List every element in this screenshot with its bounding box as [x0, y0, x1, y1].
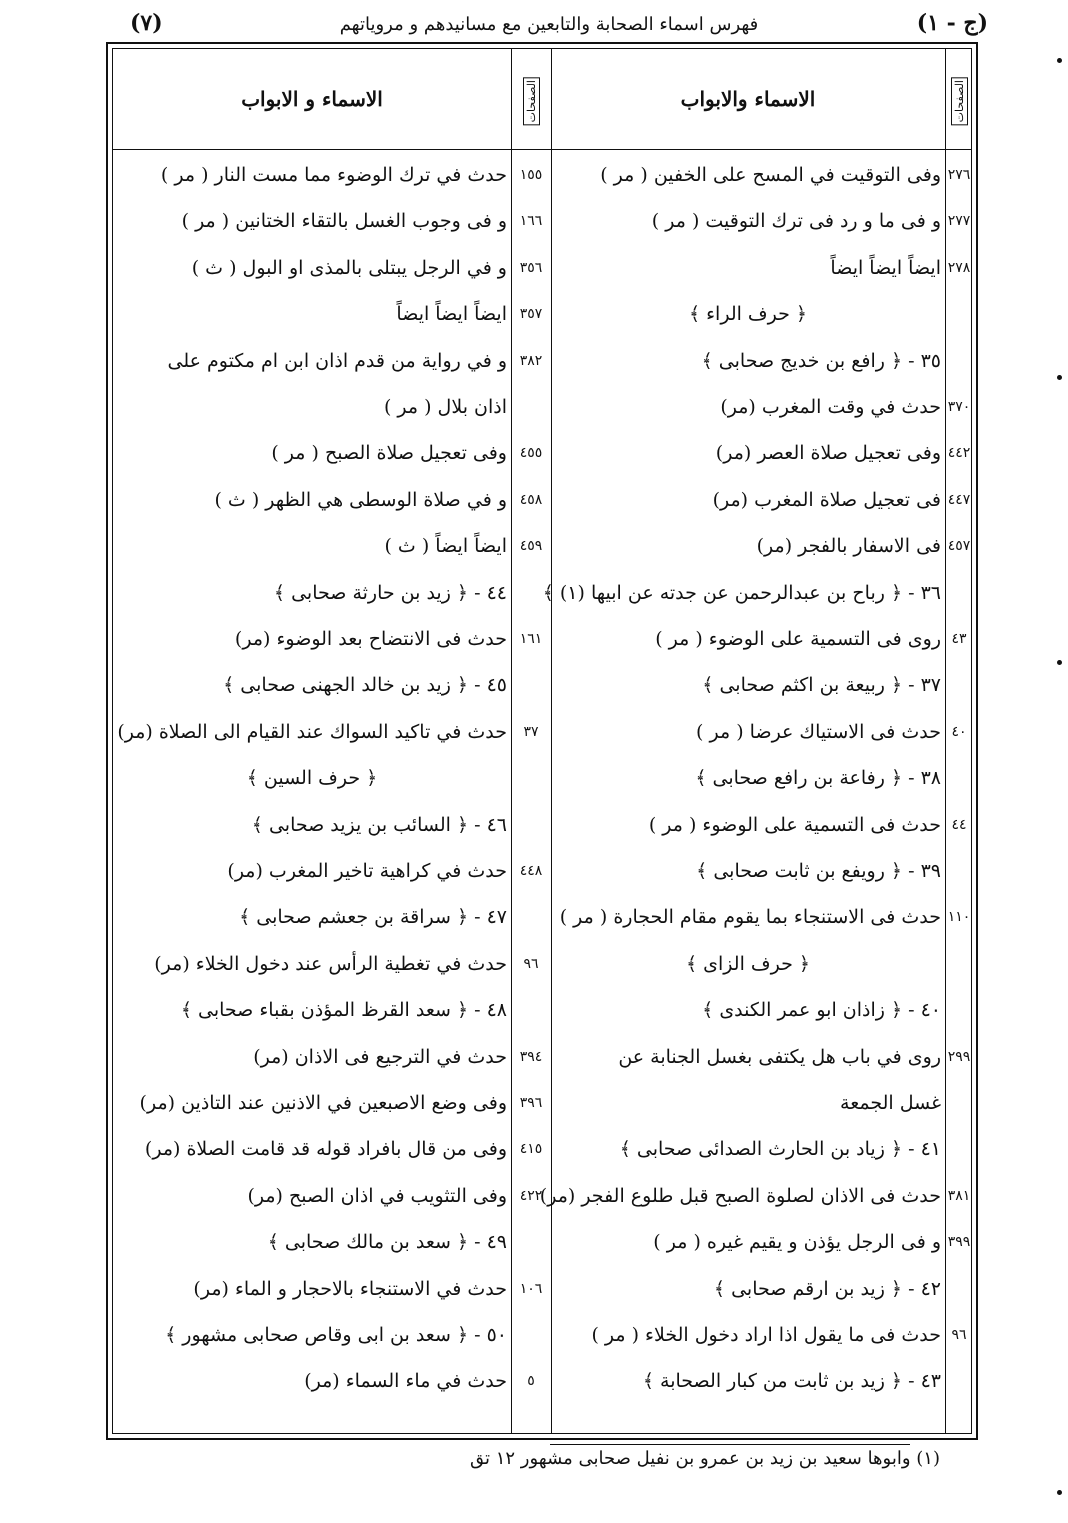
- page-ref-number: ٣٧: [523, 723, 539, 740]
- page-ref-number: ٣٨٢: [519, 352, 543, 369]
- page-number: (٧): [130, 10, 163, 36]
- left-table-row: [113, 1271, 973, 1307]
- page-ref-number: ٢٧٧: [947, 213, 971, 230]
- left-table-row: [113, 389, 973, 425]
- page-ref-number: ٤٤٧: [947, 491, 971, 508]
- entry-text: وفى التوقيت في المسح على الخفين ( مر ): [600, 164, 941, 186]
- entry-text: حدث فى ما يقول اذا اراد دخول الخلاء ( مر ): [591, 1324, 941, 1346]
- page-ref-number: ٥: [527, 1373, 535, 1390]
- entry-text: ٤٣ - ﴿ زيد بن ثابت من كبار الصحابة ﴾: [642, 1370, 941, 1393]
- page-ref-number: ٣٩٦: [519, 1095, 543, 1111]
- entry-text: ٤٠ - ﴿ زاذان ابو عمر الكندى ﴾: [702, 999, 941, 1022]
- left-table-row: [113, 1131, 973, 1167]
- entry-text: حدث فى الاذان لصلوة الصبح قبل طلوع الفجر (مر): [539, 1184, 941, 1207]
- entry-text: و في صلاة الوسطى هي الظهر ( ث ): [214, 488, 507, 511]
- left-num-heading: الصفحات: [518, 63, 544, 139]
- entry-text: حدث في تغطية الرأس عند دخول الخلاء (مر): [154, 952, 507, 975]
- left-column-heading: الاسماء و الابواب: [241, 87, 383, 111]
- entry-text: وفى وضع الاصبعين في الاذنين عند التاذين (مر): [139, 1092, 507, 1114]
- entry-text: ٣٥ - ﴿ رافع بن خديج صحابى ﴾: [701, 349, 941, 372]
- volume-label: (ج - ١): [916, 10, 988, 36]
- entry-text: فى الاسفار بالفجر (مر): [756, 535, 941, 558]
- entry-text: حدث في ماء السماء (مر): [304, 1370, 507, 1393]
- entry-text: ٤٥ - ﴿ زيد بن خالد الجهنى صحابى ﴾: [223, 674, 507, 697]
- footnote-rule: [550, 1444, 910, 1445]
- entry-text: ٥٠ - ﴿ سعد بن ابى وقاص صحابى مشهور ﴾: [165, 1324, 507, 1346]
- page-ref-number: ٢٩٩: [947, 1048, 971, 1065]
- scan-mark: [1057, 660, 1062, 665]
- entry-text: وفى من قال بافراد قوله قد قامت الصلاة (مر): [144, 1138, 507, 1161]
- table-inner-border: [112, 48, 972, 1434]
- entry-text: ٤٦ - ﴿ السائب بن يزيد صحابى ﴾: [251, 813, 507, 836]
- page-ref-number: ٤٤: [951, 816, 967, 833]
- entry-text: غسل الجمعة: [840, 1092, 941, 1114]
- entry-text: وفى تعجيل صلاة الصبح ( مر ): [271, 442, 507, 465]
- entry-text: ٤٨ - ﴿ سعد القرظ المؤذن بقباء صحابى ﴾: [180, 999, 507, 1022]
- page-ref-number: ٣٩٤: [519, 1048, 543, 1065]
- page-ref-number: ٤٥٨: [519, 491, 543, 508]
- entry-text: روى فى التسمية على الوضوء ( مر ): [655, 628, 941, 650]
- entry-text: ٣٦ - ﴿ رباح بن عبدالرحمن عن جدته عن ابيها (١) ﴾: [542, 581, 941, 604]
- left-table-row: [113, 575, 973, 611]
- entry-text: ايضاً ايضاً ايضاً: [396, 303, 507, 326]
- page-ref-number: ٩٦: [523, 955, 539, 972]
- scan-mark: [1057, 375, 1062, 380]
- page-ref-number: ٤٢٢: [519, 1187, 543, 1204]
- entry-text: حدث فى الاستياك عرضا ( مر ): [696, 720, 941, 743]
- left-table-row: [113, 528, 973, 564]
- left-table-row: [113, 1085, 973, 1121]
- left-table-row: [113, 667, 973, 703]
- page-ref-number: ١١٠: [947, 909, 971, 926]
- page-ref-number: ١٦١: [519, 631, 543, 647]
- left-table-row: [113, 435, 973, 471]
- page-ref-number: ٣٨١: [947, 1187, 971, 1204]
- right-column-heading: الاسماء والابواب: [680, 87, 816, 111]
- page-ref-number: ٤٣: [951, 631, 967, 647]
- left-table-row: [113, 1224, 973, 1260]
- entry-text: حدث في وقت المغرب (مر): [720, 396, 941, 418]
- left-table-row: [113, 853, 973, 889]
- header-rule: [113, 149, 971, 150]
- entry-text: حدث في تاكيد السواك عند القيام الى الصلاة (مر): [117, 720, 507, 743]
- left-table-row: [113, 899, 973, 935]
- entry-text: اذان بلال ( مر ): [383, 396, 507, 418]
- page-ref-number: ٢٧٨: [947, 259, 971, 276]
- section-heading: ﴿ حرف السين ﴾: [246, 767, 378, 790]
- entry-text: و في رواية من قدم اذان ابن ام مكتوم على: [167, 349, 507, 372]
- scan-mark: [1057, 58, 1062, 63]
- page-ref-number: ٤٥٩: [519, 538, 543, 555]
- entry-text: و في الرجل يبتلى بالمذى او البول ( ث ): [191, 256, 507, 279]
- entry-text: فى تعجيل صلاة المغرب (مر): [712, 488, 941, 511]
- entry-text: ٤٤ - ﴿ زيد بن حارثة صحابى ﴾: [273, 581, 507, 604]
- left-table-row: [113, 203, 973, 239]
- left-table-row: [113, 1039, 973, 1075]
- right-num-heading: الصفحات: [946, 63, 972, 139]
- left-table-row: [113, 250, 973, 286]
- index-table: [106, 42, 978, 1440]
- page-ref-number: ٤٤٢: [947, 445, 971, 462]
- page-ref-number: ١٥٥: [519, 167, 543, 183]
- left-table-row: [113, 1363, 973, 1399]
- entry-text: ٤٩ - ﴿ سعد بن مالك صحابى ﴾: [267, 1231, 507, 1254]
- left-table-row: [113, 807, 973, 843]
- entry-text: ٤٢ - ﴿ زيد بن ارقم صحابى ﴾: [713, 1277, 941, 1300]
- section-heading: ﴿ حرف الراء ﴾: [688, 303, 808, 326]
- entry-text: وفى التثويب في اذان الصبح (مر): [247, 1184, 507, 1207]
- page-ref-number: ٤٥٧: [947, 538, 971, 555]
- page-ref-number: ٢٧٦: [947, 167, 971, 183]
- entry-text: حدث فى التسمية على الوضوء ( مر ): [648, 813, 941, 836]
- page-ref-number: ٣٥٧: [519, 306, 543, 323]
- scan-mark: [1057, 1490, 1062, 1495]
- left-table-row: [113, 1178, 973, 1214]
- entry-text: روى في باب هل يكتفى بغسل الجنابة عن: [618, 1045, 941, 1068]
- page-header: [100, 8, 998, 40]
- left-table-row: [113, 296, 973, 332]
- entry-text: حدث في ترك الوضوء مما مست النار ( مر ): [160, 164, 507, 186]
- page-ref-number: ٤١٥: [519, 1141, 543, 1158]
- page-ref-number: ٤٠: [951, 723, 967, 740]
- entry-text: ٣٨ - ﴿ رفاعة بن رافع صحابى ﴾: [695, 767, 941, 790]
- page-ref-number: ٤٤٨: [519, 863, 543, 879]
- entry-text: حدث فى الاستنجاء بما يقوم مقام الحجارة ( مر ): [559, 906, 941, 929]
- left-table-row: [113, 1317, 973, 1353]
- left-table-row: [113, 714, 973, 750]
- entry-text: ٣٩ - ﴿ رويفع بن ثابت صحابى ﴾: [696, 860, 941, 882]
- entry-text: ٤١ - ﴿ زياد بن الحارث الصدائى صحابى ﴾: [619, 1138, 941, 1161]
- entry-text: ايضاً ايضاً ( ث ): [384, 535, 507, 558]
- page-ref-number: ١٦٦: [519, 213, 543, 230]
- left-table-row: [113, 760, 973, 796]
- entry-text: حدث في الاستنجاء بالاحجار و الماء (مر): [193, 1277, 507, 1300]
- entry-text: و فى وجوب الغسل بالتقاء الختانين ( مر ): [181, 210, 507, 233]
- entry-text: ٣٧ - ﴿ ربيعة بن اكثم صحابى ﴾: [702, 674, 941, 697]
- entry-text: ٤٧ - ﴿ سراقة بن جعشم صحابى ﴾: [239, 906, 507, 929]
- section-heading: ﴿ حرف الزاى ﴾: [685, 952, 810, 975]
- page-ref-number: ١٠٦: [519, 1280, 543, 1297]
- entry-text: و فى الرجل يؤذن و يقيم غيره ( مر ): [653, 1231, 941, 1254]
- page-ref-number: ٣٩٩: [947, 1234, 971, 1251]
- page-ref-number: ٩٦: [951, 1327, 967, 1343]
- left-table-row: [113, 946, 973, 982]
- left-table-row: [113, 992, 973, 1028]
- left-table-row: [113, 157, 973, 193]
- entry-text: حدث في الترجيع فى الاذان (مر): [253, 1045, 507, 1068]
- footnote: (١) وابوها سعيد بن زيد بن عمرو بن نفيل صحابى مشهور ١٢ تق: [469, 1448, 940, 1469]
- entry-text: حدث فى الانتضاح بعد الوضوء (مر): [234, 628, 507, 650]
- left-table-row: [113, 482, 973, 518]
- left-table-row: [113, 343, 973, 379]
- page-ref-number: ٤٥٥: [519, 445, 543, 462]
- page-ref-number: ٣٧٠: [947, 399, 971, 415]
- entry-text: وفى تعجيل صلاة العصر (مر): [715, 442, 941, 465]
- page-title: فهرس اسماء الصحابة والتابعين مع مسانيدهم و مروياتهم: [339, 14, 759, 35]
- left-table-row: [113, 621, 973, 657]
- entry-text: حدث في كراهية تاخير المغرب (مر): [227, 860, 507, 882]
- entry-text: ايضاً ايضاً ايضاً: [830, 256, 941, 279]
- entry-text: و فى ما و رد فى ترك التوقيت ( مر ): [651, 210, 941, 233]
- page-ref-number: ٣٥٦: [519, 259, 543, 276]
